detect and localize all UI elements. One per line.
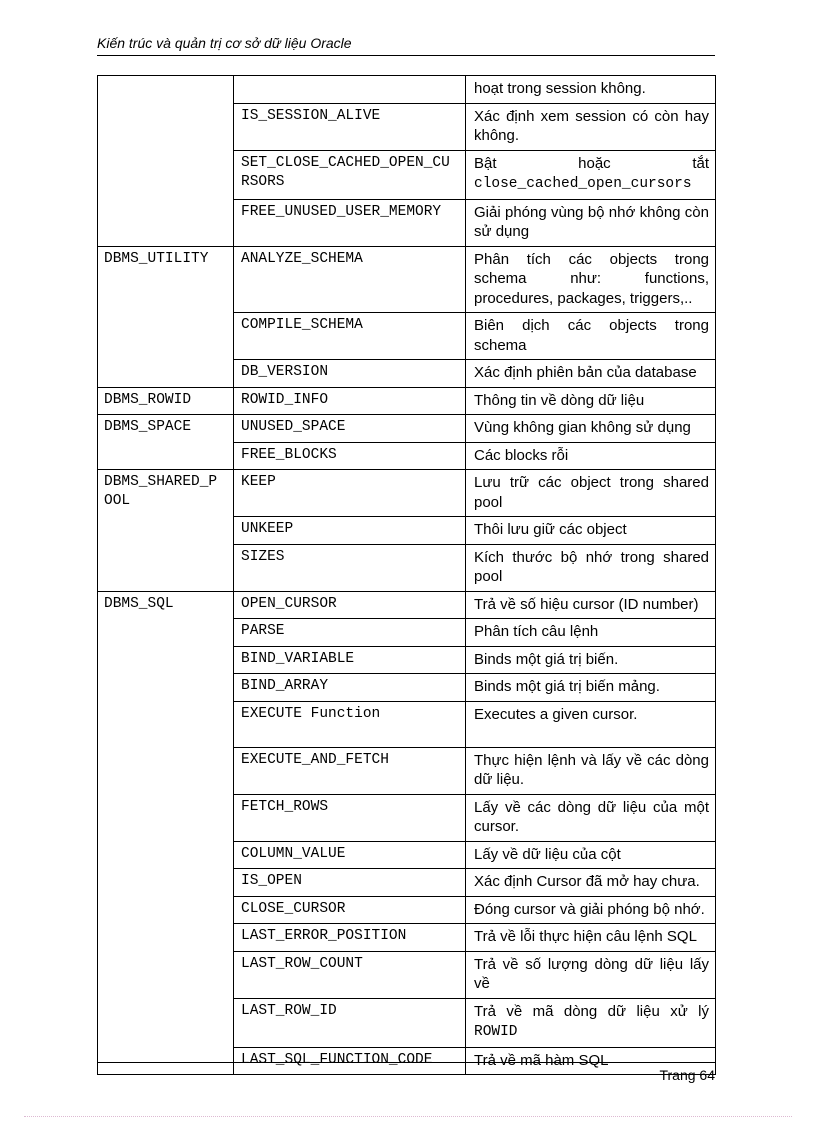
table-row	[98, 591, 716, 619]
description-text: Lưu trữ các object trong shared pool	[474, 474, 709, 511]
description-cell	[466, 674, 716, 702]
description-text: Trả về lỗi thực hiện câu lệnh SQL	[474, 928, 697, 945]
procedure-cell: OPEN_CURSOR	[234, 591, 466, 619]
description-cell	[466, 544, 716, 591]
procedure-cell: KEEP	[234, 470, 466, 517]
description-text: Thực hiện lệnh và lấy về các dòng dữ liệu.	[474, 751, 709, 788]
description-text: Trả về mã dòng dữ liệu xử lý	[474, 1002, 709, 1020]
description-code-term: close_cached_open_cursors	[474, 176, 692, 192]
package-cell	[98, 76, 234, 247]
description-text: Lấy về dữ liệu của cột	[474, 845, 621, 863]
description-cell	[466, 246, 716, 313]
table-row	[98, 415, 716, 443]
procedure-cell: BIND_ARRAY	[234, 674, 466, 702]
procedure-cell: PARSE	[234, 619, 466, 647]
dbms-packages-table	[97, 75, 716, 1075]
description-cell	[466, 747, 716, 794]
procedure-cell	[234, 76, 466, 104]
description-text: Các blocks rỗi	[474, 446, 569, 464]
procedure-cell: SET_CLOSE_CACHED_OPEN_CURSORS	[234, 150, 466, 199]
description-text: Bật hoặc tắt	[474, 154, 709, 172]
package-cell: DBMS_SQL	[98, 591, 234, 1075]
description-text: Xác định Cursor đã mở hay chưa.	[474, 873, 700, 890]
description-cell	[466, 924, 716, 952]
procedure-cell: UNUSED_SPACE	[234, 415, 466, 443]
procedure-cell: EXECUTE Function	[234, 701, 466, 747]
table-row	[98, 76, 716, 104]
description-cell	[466, 76, 716, 104]
table-row	[98, 246, 716, 313]
procedure-cell: DB_VERSION	[234, 360, 466, 388]
description-text: Executes a given cursor.	[474, 705, 638, 723]
procedure-cell: LAST_ROW_ID	[234, 998, 466, 1047]
description-cell	[466, 998, 716, 1047]
description-text: Thôi lưu giữ các object	[474, 521, 627, 538]
description-text: Đóng cursor và giải phóng bộ nhớ.	[474, 900, 705, 918]
procedure-cell: BIND_VARIABLE	[234, 646, 466, 674]
description-text: Phân tích câu lệnh	[474, 623, 599, 640]
description-cell	[466, 951, 716, 998]
page-number: Trang 64	[659, 1067, 715, 1083]
description-cell	[466, 150, 716, 199]
description-text: Trả về số lượng dòng dữ liệu lấy về	[474, 955, 709, 992]
description-text: hoạt trong session không.	[474, 80, 646, 97]
procedure-cell: UNKEEP	[234, 517, 466, 545]
page-footer	[97, 1062, 715, 1083]
procedure-cell: LAST_SQL_FUNCTION_CODE	[234, 1047, 466, 1075]
description-text: Thông tin về dòng dữ liệu	[474, 391, 645, 409]
description-cell	[466, 841, 716, 869]
description-cell	[466, 646, 716, 674]
procedure-cell: SIZES	[234, 544, 466, 591]
dbms-packages-table-body	[98, 76, 716, 1075]
description-cell	[466, 442, 716, 470]
description-text: Trả về mã hàm SQL	[474, 1051, 609, 1069]
description-cell	[466, 619, 716, 647]
procedure-cell: FETCH_ROWS	[234, 794, 466, 841]
package-cell: DBMS_SHARED_POOL	[98, 470, 234, 592]
procedure-cell: ROWID_INFO	[234, 387, 466, 415]
procedure-cell: LAST_ROW_COUNT	[234, 951, 466, 998]
page-header	[97, 35, 715, 56]
description-cell	[466, 415, 716, 443]
procedure-cell: CLOSE_CURSOR	[234, 896, 466, 924]
header-title: Kiến trúc và quản trị cơ sở dữ liệu Oracle	[97, 35, 352, 51]
procedure-cell: LAST_ERROR_POSITION	[234, 924, 466, 952]
description-cell	[466, 869, 716, 897]
description-text: Trả về số hiệu cursor (ID number)	[474, 595, 699, 613]
procedure-cell: EXECUTE_AND_FETCH	[234, 747, 466, 794]
procedure-cell: IS_OPEN	[234, 869, 466, 897]
description-text: Biên dịch các objects trong schema	[474, 317, 709, 354]
description-cell	[466, 313, 716, 360]
package-cell: DBMS_ROWID	[98, 387, 234, 415]
page-boundary-divider	[24, 1116, 792, 1117]
procedure-cell: IS_SESSION_ALIVE	[234, 103, 466, 150]
description-cell	[466, 517, 716, 545]
description-text: Lấy về các dòng dữ liệu của một cursor.	[474, 798, 709, 835]
description-text: Vùng không gian không sử dụng	[474, 419, 691, 436]
description-cell	[466, 701, 716, 747]
description-cell	[466, 794, 716, 841]
description-text: Phân tích các objects trong schema như: functions, procedures, packages, triggers,..	[474, 250, 709, 307]
package-cell: DBMS_SPACE	[98, 415, 234, 470]
procedure-cell: FREE_BLOCKS	[234, 442, 466, 470]
procedure-cell: COMPILE_SCHEMA	[234, 313, 466, 360]
description-text: Giải phóng vùng bộ nhớ không còn sử dụng	[474, 203, 709, 240]
description-cell	[466, 470, 716, 517]
description-text: Binds một giá trị biến.	[474, 650, 619, 668]
description-cell	[466, 199, 716, 246]
procedure-cell: ANALYZE_SCHEMA	[234, 246, 466, 313]
description-text: Kích thước bộ nhớ trong shared pool	[474, 548, 709, 585]
procedure-cell: FREE_UNUSED_USER_MEMORY	[234, 199, 466, 246]
description-cell	[466, 103, 716, 150]
description-cell	[466, 896, 716, 924]
description-cell	[466, 360, 716, 388]
description-cell	[466, 387, 716, 415]
package-cell: DBMS_UTILITY	[98, 246, 234, 387]
description-text: Xác định phiên bản của database	[474, 364, 697, 381]
description-text: Binds một giá trị biến mảng.	[474, 678, 660, 695]
procedure-cell: COLUMN_VALUE	[234, 841, 466, 869]
description-cell	[466, 591, 716, 619]
description-text: Xác định xem session có còn hay không.	[474, 107, 709, 144]
description-code-term: ROWID	[474, 1024, 518, 1040]
table-row	[98, 470, 716, 517]
table-row	[98, 387, 716, 415]
